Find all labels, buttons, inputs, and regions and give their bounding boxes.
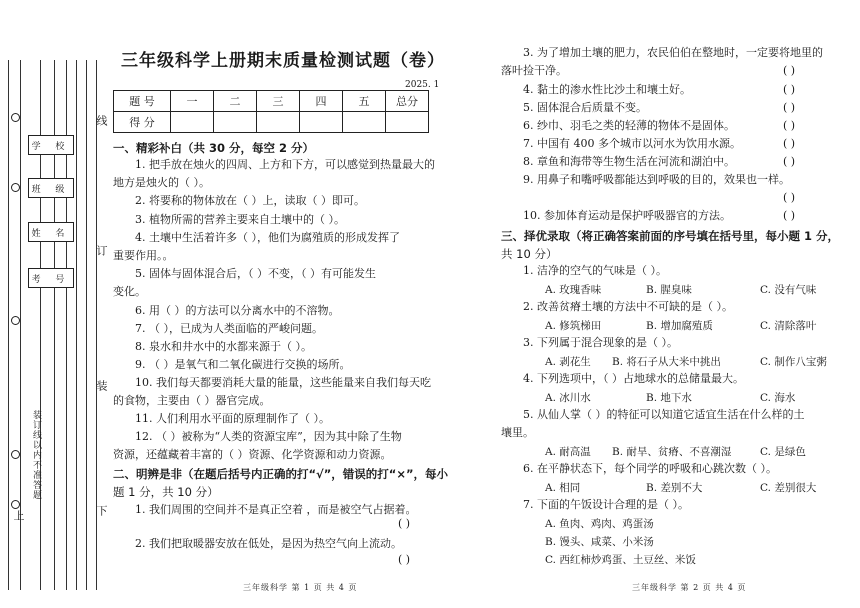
score-cell[interactable] (214, 112, 257, 133)
option-a[interactable]: A. 相同 (545, 482, 581, 494)
question-line: 3. 植物所需的营养主要来自土壤中的（ ）。 (135, 213, 345, 226)
binding-mark: 装 (95, 380, 108, 393)
name-field: 姓 名 (28, 222, 74, 242)
binding-mark: 线 (95, 115, 108, 128)
question-line: 6. 纱巾、羽毛之类的轻薄的物体不是固体。 (523, 119, 735, 132)
section3-heading: 三、择优录取（将正确答案前面的序号填在括号里，每小题 1 分， (501, 229, 840, 243)
option-c[interactable]: C. 制作八宝粥 (760, 356, 827, 368)
question-line: 1. 洁净的空气的气味是（ ）。 (523, 264, 667, 277)
binding-mark: 订 (95, 245, 108, 258)
question-line: 4. 土壤中生活着许多（ ），他们为腐殖质的形成发挥了 (135, 231, 400, 244)
table-cell: 得 分 (114, 112, 171, 133)
exam-number-field: 考 号 (28, 268, 74, 288)
exam-date: 2025. 1 (405, 80, 440, 90)
question-line: 变化。 (113, 285, 146, 298)
score-cell[interactable] (300, 112, 343, 133)
binding-mark: 下 (95, 505, 108, 518)
table-cell: 二 (214, 91, 257, 112)
score-cell[interactable] (386, 112, 429, 133)
question-line: 4. 下列选项中，（ ）占地球水的总储量最大。 (523, 372, 744, 385)
answer-paren[interactable]: ( ) (398, 553, 411, 566)
option-a[interactable]: A. 剥花生 (545, 356, 591, 368)
no-answer-note: 装订线以内不准答题 (31, 410, 41, 500)
question-line: 10. 参加体育运动是保护呼吸器官的方法。 (523, 209, 731, 222)
score-cell[interactable] (171, 112, 214, 133)
option-c[interactable]: C. 差别很大 (760, 482, 817, 494)
table-cell: 五 (343, 91, 386, 112)
score-cell[interactable] (343, 112, 386, 133)
option-a[interactable]: A. 玫瑰香味 (545, 284, 602, 296)
question-line: 2. 我们把取暖器安放在低处，是因为热空气向上流动。 (135, 537, 402, 550)
option-b[interactable]: B. 地下水 (646, 392, 692, 404)
binding-line (76, 60, 77, 590)
answer-paren[interactable]: ( ) (783, 119, 796, 132)
question-line: 7. 中国有 400 多个城市以河水为饮用水源。 (523, 137, 741, 150)
question-line: 3. 为了增加土壤的肥力，农民伯伯在整地时，一定要将地里的 (523, 46, 823, 59)
binding-strip (0, 0, 108, 608)
question-line: 8. 泉水和井水中的水都来源于（ ）。 (135, 340, 312, 353)
question-line: 6. 用（ ）的方法可以分离水中的不溶物。 (135, 304, 340, 317)
question-line: 资源，还蕴藏着丰富的（ ）资源、化学资源和动力资源。 (113, 448, 392, 461)
question-line: 壤里。 (501, 426, 534, 439)
page-title: 三年级科学上册期末质量检测试题（卷） (121, 51, 445, 71)
option-a[interactable]: A. 冰川水 (545, 392, 591, 404)
question-line: 7. （ ），已成为人类面临的严峻问题。 (135, 322, 323, 335)
binding-line (8, 60, 9, 590)
option-a[interactable]: A. 耐高温 (545, 446, 591, 458)
score-table (113, 90, 429, 133)
binding-hole (11, 450, 20, 459)
score-table-header-row (114, 91, 429, 112)
option-c[interactable]: C. 没有气味 (760, 284, 817, 296)
option-c[interactable]: C. 海水 (760, 392, 796, 404)
section2-heading: 二、明辨是非（在题后括号内正确的打“√”，错误的打“×”，每小 (113, 467, 449, 481)
binding-hole (11, 316, 20, 325)
answer-paren[interactable]: ( ) (783, 137, 796, 150)
table-cell: 总分 (386, 91, 429, 112)
section1-heading: 一、精彩补白（共 30 分，每空 2 分） (113, 141, 315, 155)
class-field: 班 级 (28, 178, 74, 198)
answer-paren[interactable]: ( ) (783, 209, 796, 222)
answer-paren[interactable]: ( ) (783, 83, 796, 96)
option-a[interactable]: A. 修筑梯田 (545, 320, 602, 332)
question-line: 4. 黏土的渗水性比沙土和壤土好。 (523, 83, 691, 96)
question-line: 5. 从仙人掌（ ）的特征可以知道它适宜生活在什么样的土 (523, 408, 805, 421)
option-c[interactable]: C. 西红柿炒鸡蛋、土豆丝、米饭 (545, 554, 696, 566)
score-table-score-row (114, 112, 429, 133)
binding-hole (11, 500, 20, 509)
binding-hole (11, 113, 20, 122)
question-line: 8. 章鱼和海带等生物生活在河流和湖泊中。 (523, 155, 735, 168)
option-b[interactable]: B. 馒头、咸菜、小米汤 (545, 536, 654, 548)
table-cell: 题 号 (114, 91, 171, 112)
question-line: 重要作用。。 (113, 249, 174, 262)
question-line: 7. 下面的午饭设计合理的是（ ）。 (523, 498, 689, 511)
page-footer-right: 三年级科学 第 2 页 共 4 页 (632, 583, 747, 592)
option-b[interactable]: B. 耐旱、贫瘠、不喜潮湿 (612, 446, 732, 458)
binding-hole (11, 183, 20, 192)
option-a[interactable]: A. 鱼肉、鸡肉、鸡蛋汤 (545, 518, 654, 530)
table-cell: 三 (257, 91, 300, 112)
table-cell: 一 (171, 91, 214, 112)
table-cell: 四 (300, 91, 343, 112)
question-line: 6. 在平静状态下，每个同学的呼吸和心跳次数（ ）。 (523, 462, 777, 475)
option-b[interactable]: B. 差别不大 (646, 482, 703, 494)
binding-mark: 上 (12, 510, 25, 523)
option-b[interactable]: B. 增加腐殖质 (646, 320, 713, 332)
answer-paren[interactable]: ( ) (783, 64, 796, 77)
school-field: 学 校 (28, 135, 74, 155)
section2-heading-cont: 题 1 分，共 10 分） (113, 485, 219, 499)
score-cell[interactable] (257, 112, 300, 133)
answer-paren[interactable]: ( ) (783, 155, 796, 168)
option-b[interactable]: B. 将石子从大米中挑出 (612, 356, 721, 368)
binding-line (86, 60, 87, 590)
question-line: 9. 用鼻子和嘴呼吸都能达到呼吸的目的，效果也一样。 (523, 173, 790, 186)
question-line: 12. （ ）被称为“人类的资源宝库”，因为其中除了生物 (135, 430, 402, 443)
question-line: 1. 我们周围的空间并不是真正空着 ，而是被空气占据着。 (135, 503, 417, 516)
question-line: 的食物，主要由（ ）器官完成。 (113, 394, 271, 407)
option-b[interactable]: B. 腥臭味 (646, 284, 692, 296)
page-footer-left: 三年级科学 第 1 页 共 4 页 (243, 583, 358, 592)
question-line: 11. 人们利用水平面的原理制作了（ ）。 (135, 412, 330, 425)
question-line: 2. 改善贫瘠土壤的方法中不可缺的是（ ）。 (523, 300, 733, 313)
question-line: 1. 把手放在烛火的四周、上方和下方，可以感觉到热量最大的 (135, 158, 435, 171)
question-line: 落叶捡干净。 (501, 64, 567, 77)
section3-heading-cont: 共 10 分） (501, 247, 558, 261)
option-c[interactable]: C. 清除落叶 (760, 320, 817, 332)
answer-paren[interactable]: ( ) (398, 517, 411, 530)
question-line: 5. 固体混合后质量不变。 (523, 101, 647, 114)
answer-paren[interactable]: ( ) (783, 101, 796, 114)
answer-paren[interactable]: ( ) (783, 191, 796, 204)
question-line: 3. 下列属于混合现象的是（ ）。 (523, 336, 678, 349)
option-c[interactable]: C. 是绿色 (760, 446, 806, 458)
question-line: 10. 我们每天都要消耗大量的能量，这些能量来自我们每天吃 (135, 376, 431, 389)
question-line: 2. 将要称的物体放在（ ）上，读取（ ）即可。 (135, 194, 365, 207)
question-line: 5. 固体与固体混合后，（ ）不变，（ ）有可能发生 (135, 267, 376, 280)
question-line: 地方是烛火的（ ）。 (113, 176, 210, 189)
question-line: 9. （ ）是氧气和二氧化碳进行交换的场所。 (135, 358, 351, 371)
